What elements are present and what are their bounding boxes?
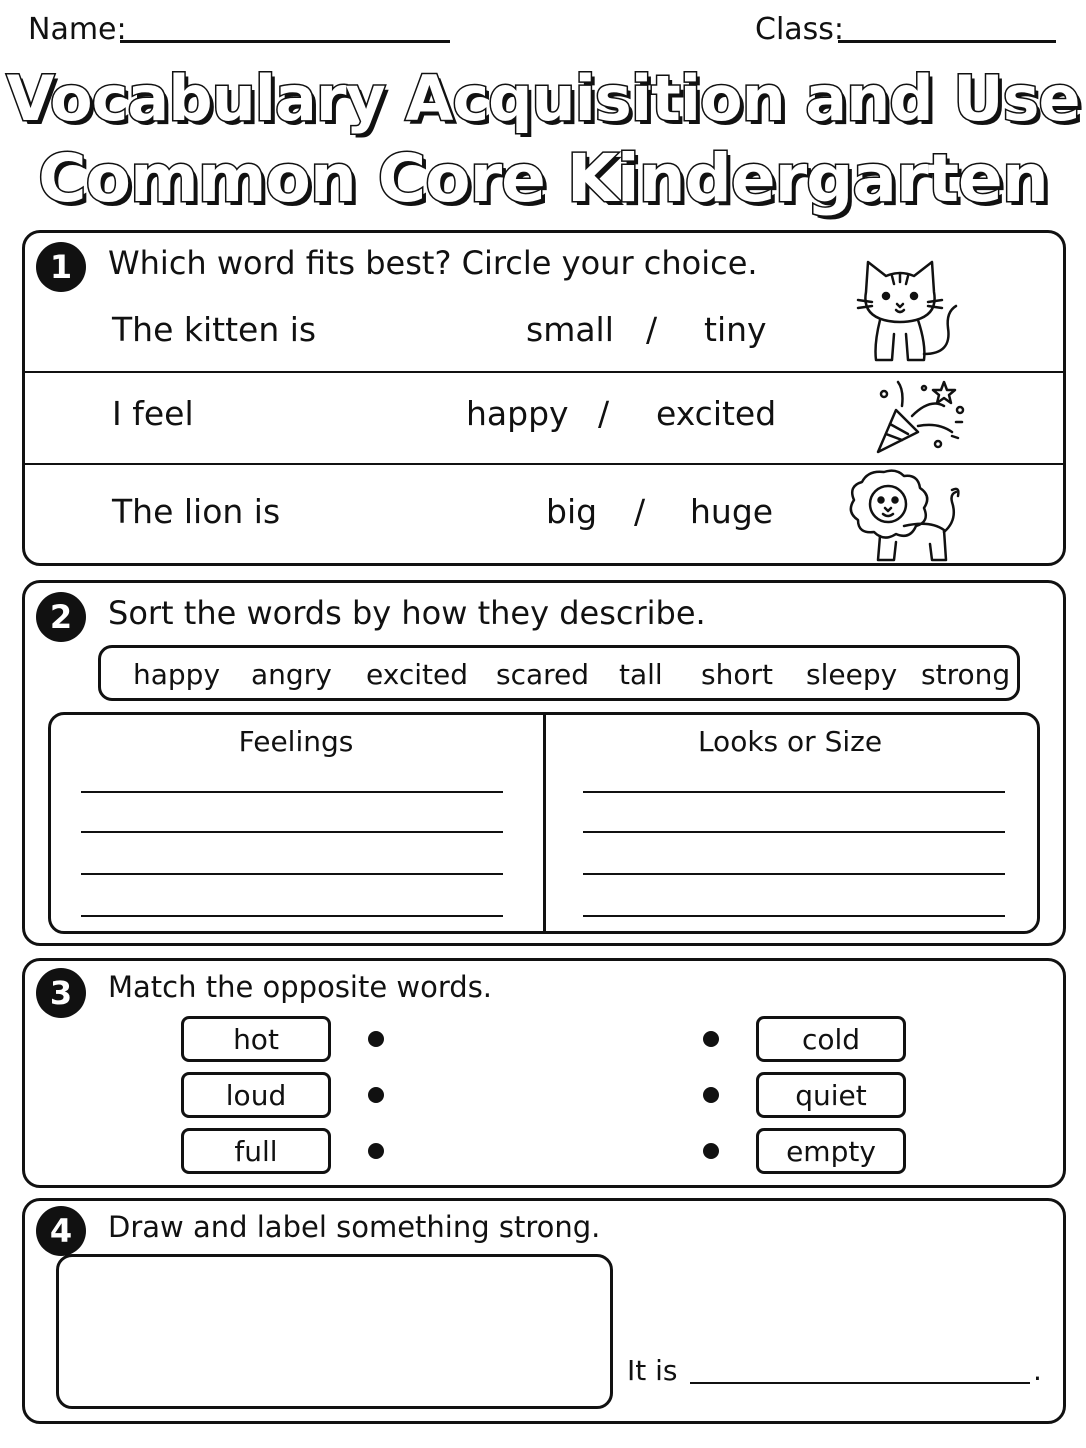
column-divider <box>543 715 546 931</box>
row-2-option-b[interactable]: excited <box>656 394 777 433</box>
party-popper-icon <box>872 376 968 456</box>
name-field[interactable] <box>120 40 450 43</box>
section-3-number: 3 <box>36 968 86 1018</box>
section-1-number: 1 <box>36 242 86 292</box>
section-1-prompt: Which word fits best? Circle your choice. <box>108 244 758 282</box>
row-3-sentence: The lion is <box>112 492 281 531</box>
match-right-word[interactable]: cold <box>756 1016 906 1062</box>
section-4-number: 4 <box>36 1206 86 1256</box>
word-bank-item[interactable]: scared <box>496 658 590 691</box>
label-answer-line[interactable] <box>690 1382 1030 1384</box>
row-divider <box>25 463 1063 465</box>
row-3-option-a[interactable]: big <box>546 492 598 531</box>
section-2-prompt: Sort the words by how they describe. <box>108 594 706 632</box>
word-bank-item[interactable]: short <box>701 658 773 691</box>
answer-line[interactable] <box>81 873 503 875</box>
answer-line[interactable] <box>583 791 1005 793</box>
sort-table <box>48 712 1040 934</box>
row-3-option-b[interactable]: huge <box>690 492 774 531</box>
class-field[interactable] <box>838 40 1056 43</box>
answer-line[interactable] <box>81 831 503 833</box>
word-bank-item[interactable]: angry <box>251 658 332 691</box>
match-dot[interactable] <box>703 1143 719 1159</box>
row-2-sentence: I feel <box>112 394 194 433</box>
word-bank <box>98 645 1020 701</box>
match-dot[interactable] <box>368 1087 384 1103</box>
row-2-option-a[interactable]: happy <box>466 394 569 433</box>
row-3-separator: / <box>634 492 646 531</box>
match-dot[interactable] <box>368 1031 384 1047</box>
row-1-separator: / <box>646 310 658 349</box>
row-divider <box>25 371 1063 373</box>
match-left-word[interactable]: full <box>181 1128 331 1174</box>
row-1-option-a[interactable]: small <box>526 310 614 349</box>
match-left-word[interactable]: loud <box>181 1072 331 1118</box>
word-bank-item[interactable]: tall <box>619 658 663 691</box>
page-title: Vocabulary Acquisition and Use <box>6 62 1080 135</box>
row-1-sentence: The kitten is <box>112 310 317 349</box>
match-dot[interactable] <box>703 1031 719 1047</box>
word-bank-item[interactable]: excited <box>366 658 468 691</box>
page-subtitle: Common Core Kindergarten <box>38 140 1048 217</box>
word-bank-item[interactable]: strong <box>921 658 1011 691</box>
column-looks-or-size: Looks or Size <box>697 725 883 758</box>
lion-icon <box>844 468 964 564</box>
column-feelings: Feelings <box>238 725 354 758</box>
section-4-prompt: Draw and label something strong. <box>108 1210 601 1244</box>
section-3-prompt: Match the opposite words. <box>108 970 493 1004</box>
match-left-word[interactable]: hot <box>181 1016 331 1062</box>
answer-line[interactable] <box>583 873 1005 875</box>
name-label: Name: <box>28 12 127 47</box>
match-dot[interactable] <box>703 1087 719 1103</box>
drawing-area[interactable] <box>56 1254 613 1409</box>
match-right-word[interactable]: empty <box>756 1128 906 1174</box>
word-bank-item[interactable]: happy <box>133 658 221 691</box>
row-1-option-b[interactable]: tiny <box>704 310 767 349</box>
class-label: Class: <box>755 12 845 47</box>
sentence-end: . <box>1033 1354 1042 1387</box>
answer-line[interactable] <box>81 791 503 793</box>
word-bank-item[interactable]: sleepy <box>806 658 898 691</box>
match-right-word[interactable]: quiet <box>756 1072 906 1118</box>
row-2-separator: / <box>598 394 610 433</box>
kitten-icon <box>852 254 964 366</box>
answer-line[interactable] <box>583 831 1005 833</box>
answer-line[interactable] <box>583 915 1005 917</box>
section-2-number: 2 <box>36 592 86 642</box>
answer-line[interactable] <box>81 915 503 917</box>
sentence-start: It is <box>627 1354 678 1387</box>
match-dot[interactable] <box>368 1143 384 1159</box>
